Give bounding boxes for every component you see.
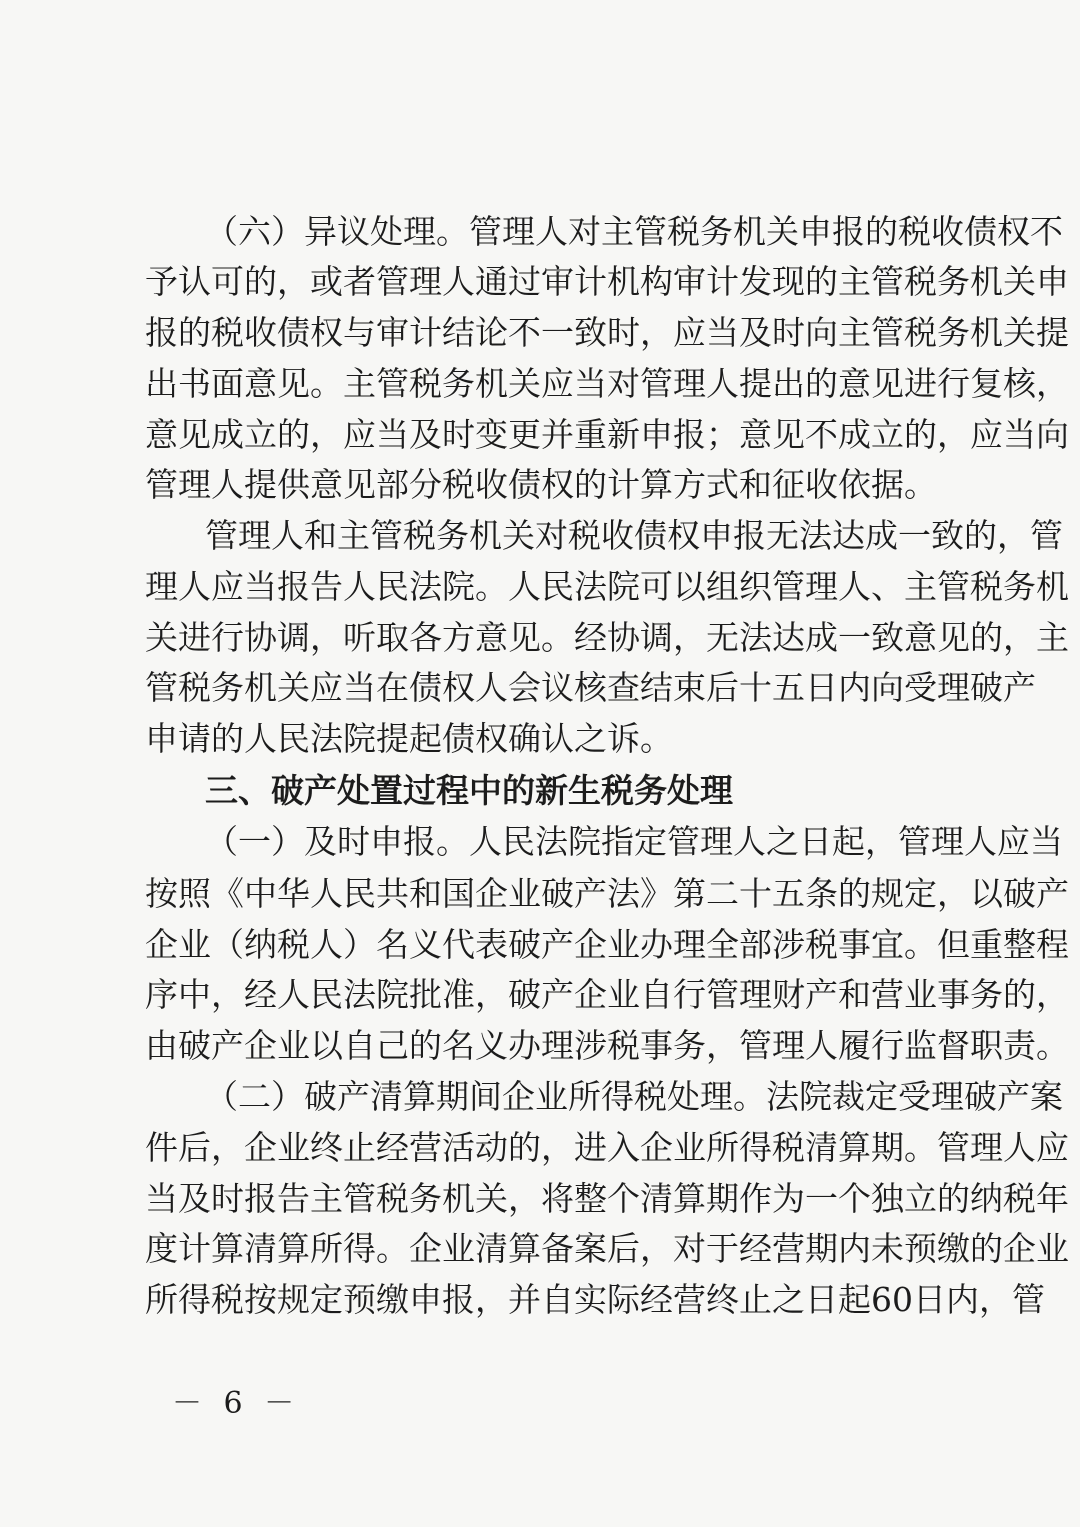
paragraph-line: 关进行协调，听取各方意见。经协调，无法达成一致意见的，主 <box>145 618 1069 657</box>
paragraph-line: 度计算清算所得。企业清算备案后，对于经营期内未预缴的企业 <box>145 1229 1069 1268</box>
paragraph-line: 意见成立的，应当及时变更并重新申报；意见不成立的，应当向 <box>145 415 1069 454</box>
paragraph-line: 申请的人民法院提起债权确认之诉。 <box>145 719 673 758</box>
paragraph-line: 序中，经人民法院批准，破产企业自行管理财产和营业事务的， <box>145 975 1069 1014</box>
paragraph-line: 管税务机关应当在债权人会议核查结束后十五日内向受理破产 <box>145 668 1036 707</box>
paragraph-line: 由破产企业以自己的名义办理涉税事务，管理人履行监督职责。 <box>145 1026 1069 1065</box>
paragraph-line: 所得税按规定预缴申报，并自实际经营终止之日起60日内，管 <box>145 1280 1045 1319</box>
paragraph-line: 按照《中华人民共和国企业破产法》第二十五条的规定，以破产 <box>145 874 1069 913</box>
paragraph-line: 件后，企业终止经营活动的，进入企业所得税清算期。管理人应 <box>145 1128 1069 1167</box>
page-number: － 6 － <box>172 1386 301 1421</box>
paragraph-line: 管理人提供意见部分税收债权的计算方式和征收依据。 <box>145 465 937 504</box>
section-heading: 三、破产处置过程中的新生税务处理 <box>205 771 733 810</box>
paragraph-line: （二）破产清算期间企业所得税处理。法院裁定受理破产案 <box>205 1077 1063 1116</box>
paragraph-line: 管理人和主管税务机关对税收债权申报无法达成一致的，管 <box>205 516 1063 555</box>
paragraph-line: （一）及时申报。人民法院指定管理人之日起，管理人应当 <box>205 822 1063 861</box>
paragraph-line: 企业（纳税人）名义代表破产企业办理全部涉税事宜。但重整程 <box>145 925 1069 964</box>
paragraph-line: 报的税收债权与审计结论不一致时，应当及时向主管税务机关提 <box>145 313 1069 352</box>
paragraph-line: （六）异议处理。管理人对主管税务机关申报的税收债权不 <box>205 212 1063 251</box>
paragraph-line: 予认可的，或者管理人通过审计机构审计发现的主管税务机关申 <box>145 262 1069 301</box>
paragraph-line: 当及时报告主管税务机关，将整个清算期作为一个独立的纳税年 <box>145 1179 1069 1218</box>
paragraph-line: 出书面意见。主管税务机关应当对管理人提出的意见进行复核， <box>145 364 1069 403</box>
paragraph-line: 理人应当报告人民法院。人民法院可以组织管理人、主管税务机 <box>145 567 1069 606</box>
